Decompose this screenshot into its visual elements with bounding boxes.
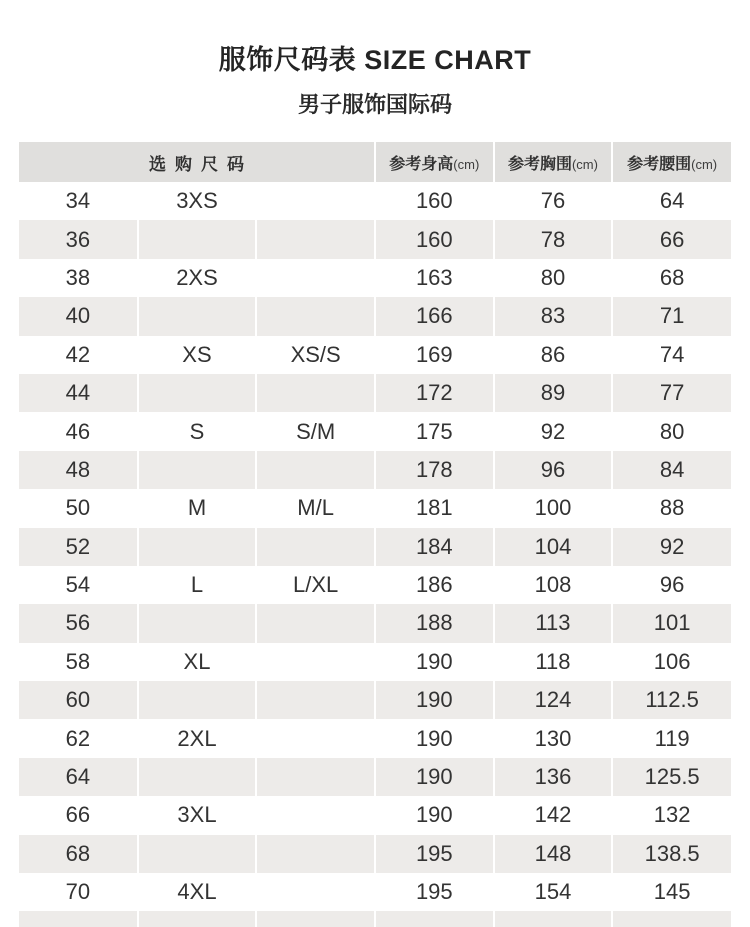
cell-size-intl: XL [138, 643, 257, 681]
cell-size-combo: L/XL [256, 566, 375, 604]
cell-ref-height: 188 [375, 604, 494, 642]
cell-size-intl [138, 528, 257, 566]
cell-ref-chest: 113 [494, 604, 613, 642]
cell-ref-waist: 74 [612, 336, 731, 374]
header-ref-waist-label: 参考腰围 [627, 155, 692, 173]
cell-size-intl [138, 297, 257, 335]
cell-size-num: 62 [19, 719, 138, 757]
cell-size-intl: 2XS [138, 259, 257, 297]
table-row [19, 374, 731, 412]
cell-ref-chest: 108 [494, 566, 613, 604]
cell-ref-chest: 96 [494, 451, 613, 489]
cell-size-combo [256, 220, 375, 258]
cell-ref-waist: 64 [612, 182, 731, 220]
table-header-row [19, 142, 731, 182]
cell-size-combo [256, 873, 375, 911]
cell-size-intl [138, 911, 257, 927]
cell-ref-height: 166 [375, 297, 494, 335]
cell-size-intl [138, 604, 257, 642]
cell-ref-chest: 83 [494, 297, 613, 335]
cell-ref-height: 190 [375, 758, 494, 796]
table-row [19, 182, 731, 220]
cell-ref-height: 190 [375, 719, 494, 757]
cell-ref-chest: 78 [494, 220, 613, 258]
size-chart-table [19, 142, 731, 927]
cell-ref-waist: 138.5 [612, 835, 731, 873]
cell-ref-waist: 71 [612, 297, 731, 335]
cell-size-combo [256, 911, 375, 927]
cell-size-combo: S/M [256, 412, 375, 450]
cell-ref-waist: 112.5 [612, 681, 731, 719]
cell-size-intl: 2XL [138, 719, 257, 757]
cell-ref-waist: 145 [612, 873, 731, 911]
cell-size-combo [256, 528, 375, 566]
cell-ref-chest: 130 [494, 719, 613, 757]
cell-size-combo: M/L [256, 489, 375, 527]
cell-size-combo [256, 643, 375, 681]
cell-size-num [19, 911, 138, 927]
header-size-group-label: 选购尺码 [148, 154, 253, 174]
cell-ref-waist: 106 [612, 643, 731, 681]
table-row [19, 412, 731, 450]
cell-size-intl [138, 681, 257, 719]
cell-size-num: 48 [19, 451, 138, 489]
cell-ref-chest: 86 [494, 336, 613, 374]
table-row [19, 566, 731, 604]
cell-size-num: 58 [19, 643, 138, 681]
cell-size-num: 60 [19, 681, 138, 719]
header-ref-chest [494, 142, 613, 182]
table-row [19, 451, 731, 489]
table-row [19, 604, 731, 642]
cell-ref-height: 186 [375, 566, 494, 604]
cell-ref-chest: 92 [494, 412, 613, 450]
cell-size-num: 40 [19, 297, 138, 335]
cell-ref-height: 195 [375, 835, 494, 873]
cell-size-num: 54 [19, 566, 138, 604]
cell-size-combo: XS/S [256, 336, 375, 374]
cell-ref-height [375, 911, 494, 927]
cell-ref-height: 190 [375, 681, 494, 719]
cell-ref-waist [612, 911, 731, 927]
cell-size-intl [138, 758, 257, 796]
header-ref-height [375, 142, 494, 182]
cell-ref-waist: 119 [612, 719, 731, 757]
cell-ref-waist: 125.5 [612, 758, 731, 796]
cell-size-num: 44 [19, 374, 138, 412]
cell-ref-waist: 77 [612, 374, 731, 412]
cell-size-combo [256, 451, 375, 489]
table-row [19, 758, 731, 796]
table-row [19, 489, 731, 527]
cell-size-intl: S [138, 412, 257, 450]
header-ref-waist-unit: (cm) [691, 156, 718, 172]
table-row [19, 835, 731, 873]
cell-ref-height: 175 [375, 412, 494, 450]
cell-size-num: 68 [19, 835, 138, 873]
table-row [19, 336, 731, 374]
cell-size-combo [256, 259, 375, 297]
cell-ref-height: 169 [375, 336, 494, 374]
cell-ref-chest [494, 911, 613, 927]
cell-ref-height: 190 [375, 643, 494, 681]
cell-size-num: 66 [19, 796, 138, 834]
cell-size-combo [256, 758, 375, 796]
cell-size-num: 52 [19, 528, 138, 566]
cell-size-intl [138, 835, 257, 873]
cell-ref-chest: 118 [494, 643, 613, 681]
cell-size-combo [256, 835, 375, 873]
cell-ref-waist: 68 [612, 259, 731, 297]
table-row [19, 297, 731, 335]
cell-size-num: 38 [19, 259, 138, 297]
cell-size-intl: M [138, 489, 257, 527]
cell-ref-waist: 92 [612, 528, 731, 566]
table-row [19, 873, 731, 911]
header-ref-chest-label: 参考胸围 [507, 155, 572, 173]
table-row [19, 643, 731, 681]
cell-ref-chest: 76 [494, 182, 613, 220]
cell-ref-chest: 104 [494, 528, 613, 566]
cell-size-num: 56 [19, 604, 138, 642]
header-ref-height-label: 参考身高 [389, 155, 454, 173]
header-size-group [19, 142, 375, 182]
table-row [19, 259, 731, 297]
cell-size-combo [256, 374, 375, 412]
cell-ref-height: 160 [375, 220, 494, 258]
cell-size-intl: XS [138, 336, 257, 374]
cell-ref-chest: 100 [494, 489, 613, 527]
cell-size-num: 36 [19, 220, 138, 258]
cell-size-num: 42 [19, 336, 138, 374]
size-table-body [19, 182, 731, 927]
cell-ref-height: 181 [375, 489, 494, 527]
cell-size-combo [256, 604, 375, 642]
cell-ref-chest: 80 [494, 259, 613, 297]
cell-ref-height: 172 [375, 374, 494, 412]
cell-ref-chest: 154 [494, 873, 613, 911]
cell-ref-height: 178 [375, 451, 494, 489]
cell-size-intl: 3XS [138, 182, 257, 220]
cell-ref-waist: 132 [612, 796, 731, 834]
header-ref-height-unit: (cm) [453, 156, 480, 172]
table-row [19, 220, 731, 258]
cell-ref-height: 163 [375, 259, 494, 297]
page-subtitle: 男子服饰国际码 [297, 92, 452, 117]
table-row [19, 681, 731, 719]
cell-ref-waist: 84 [612, 451, 731, 489]
table-row [19, 796, 731, 834]
table-row-partial [19, 911, 731, 927]
cell-size-num: 50 [19, 489, 138, 527]
cell-size-intl [138, 220, 257, 258]
cell-size-intl: L [138, 566, 257, 604]
cell-size-combo [256, 796, 375, 834]
cell-ref-chest: 124 [494, 681, 613, 719]
cell-ref-waist: 66 [612, 220, 731, 258]
cell-size-combo [256, 297, 375, 335]
cell-ref-waist: 101 [612, 604, 731, 642]
cell-ref-chest: 136 [494, 758, 613, 796]
cell-ref-height: 190 [375, 796, 494, 834]
cell-ref-chest: 89 [494, 374, 613, 412]
cell-ref-height: 160 [375, 182, 494, 220]
cell-size-intl [138, 374, 257, 412]
cell-ref-waist: 88 [612, 489, 731, 527]
cell-size-intl: 4XL [138, 873, 257, 911]
header-ref-waist [612, 142, 731, 182]
cell-size-combo [256, 719, 375, 757]
cell-ref-height: 184 [375, 528, 494, 566]
header-ref-chest-unit: (cm) [571, 156, 598, 172]
cell-size-num: 34 [19, 182, 138, 220]
page-title: 服饰尺码表 SIZE CHART [218, 45, 532, 75]
cell-size-combo [256, 182, 375, 220]
cell-ref-waist: 80 [612, 412, 731, 450]
table-row [19, 719, 731, 757]
cell-ref-chest: 142 [494, 796, 613, 834]
cell-size-num: 46 [19, 412, 138, 450]
cell-ref-waist: 96 [612, 566, 731, 604]
cell-ref-chest: 148 [494, 835, 613, 873]
cell-size-num: 64 [19, 758, 138, 796]
cell-size-intl: 3XL [138, 796, 257, 834]
cell-ref-height: 195 [375, 873, 494, 911]
cell-size-intl [138, 451, 257, 489]
cell-size-num: 70 [19, 873, 138, 911]
table-row [19, 528, 731, 566]
cell-size-combo [256, 681, 375, 719]
